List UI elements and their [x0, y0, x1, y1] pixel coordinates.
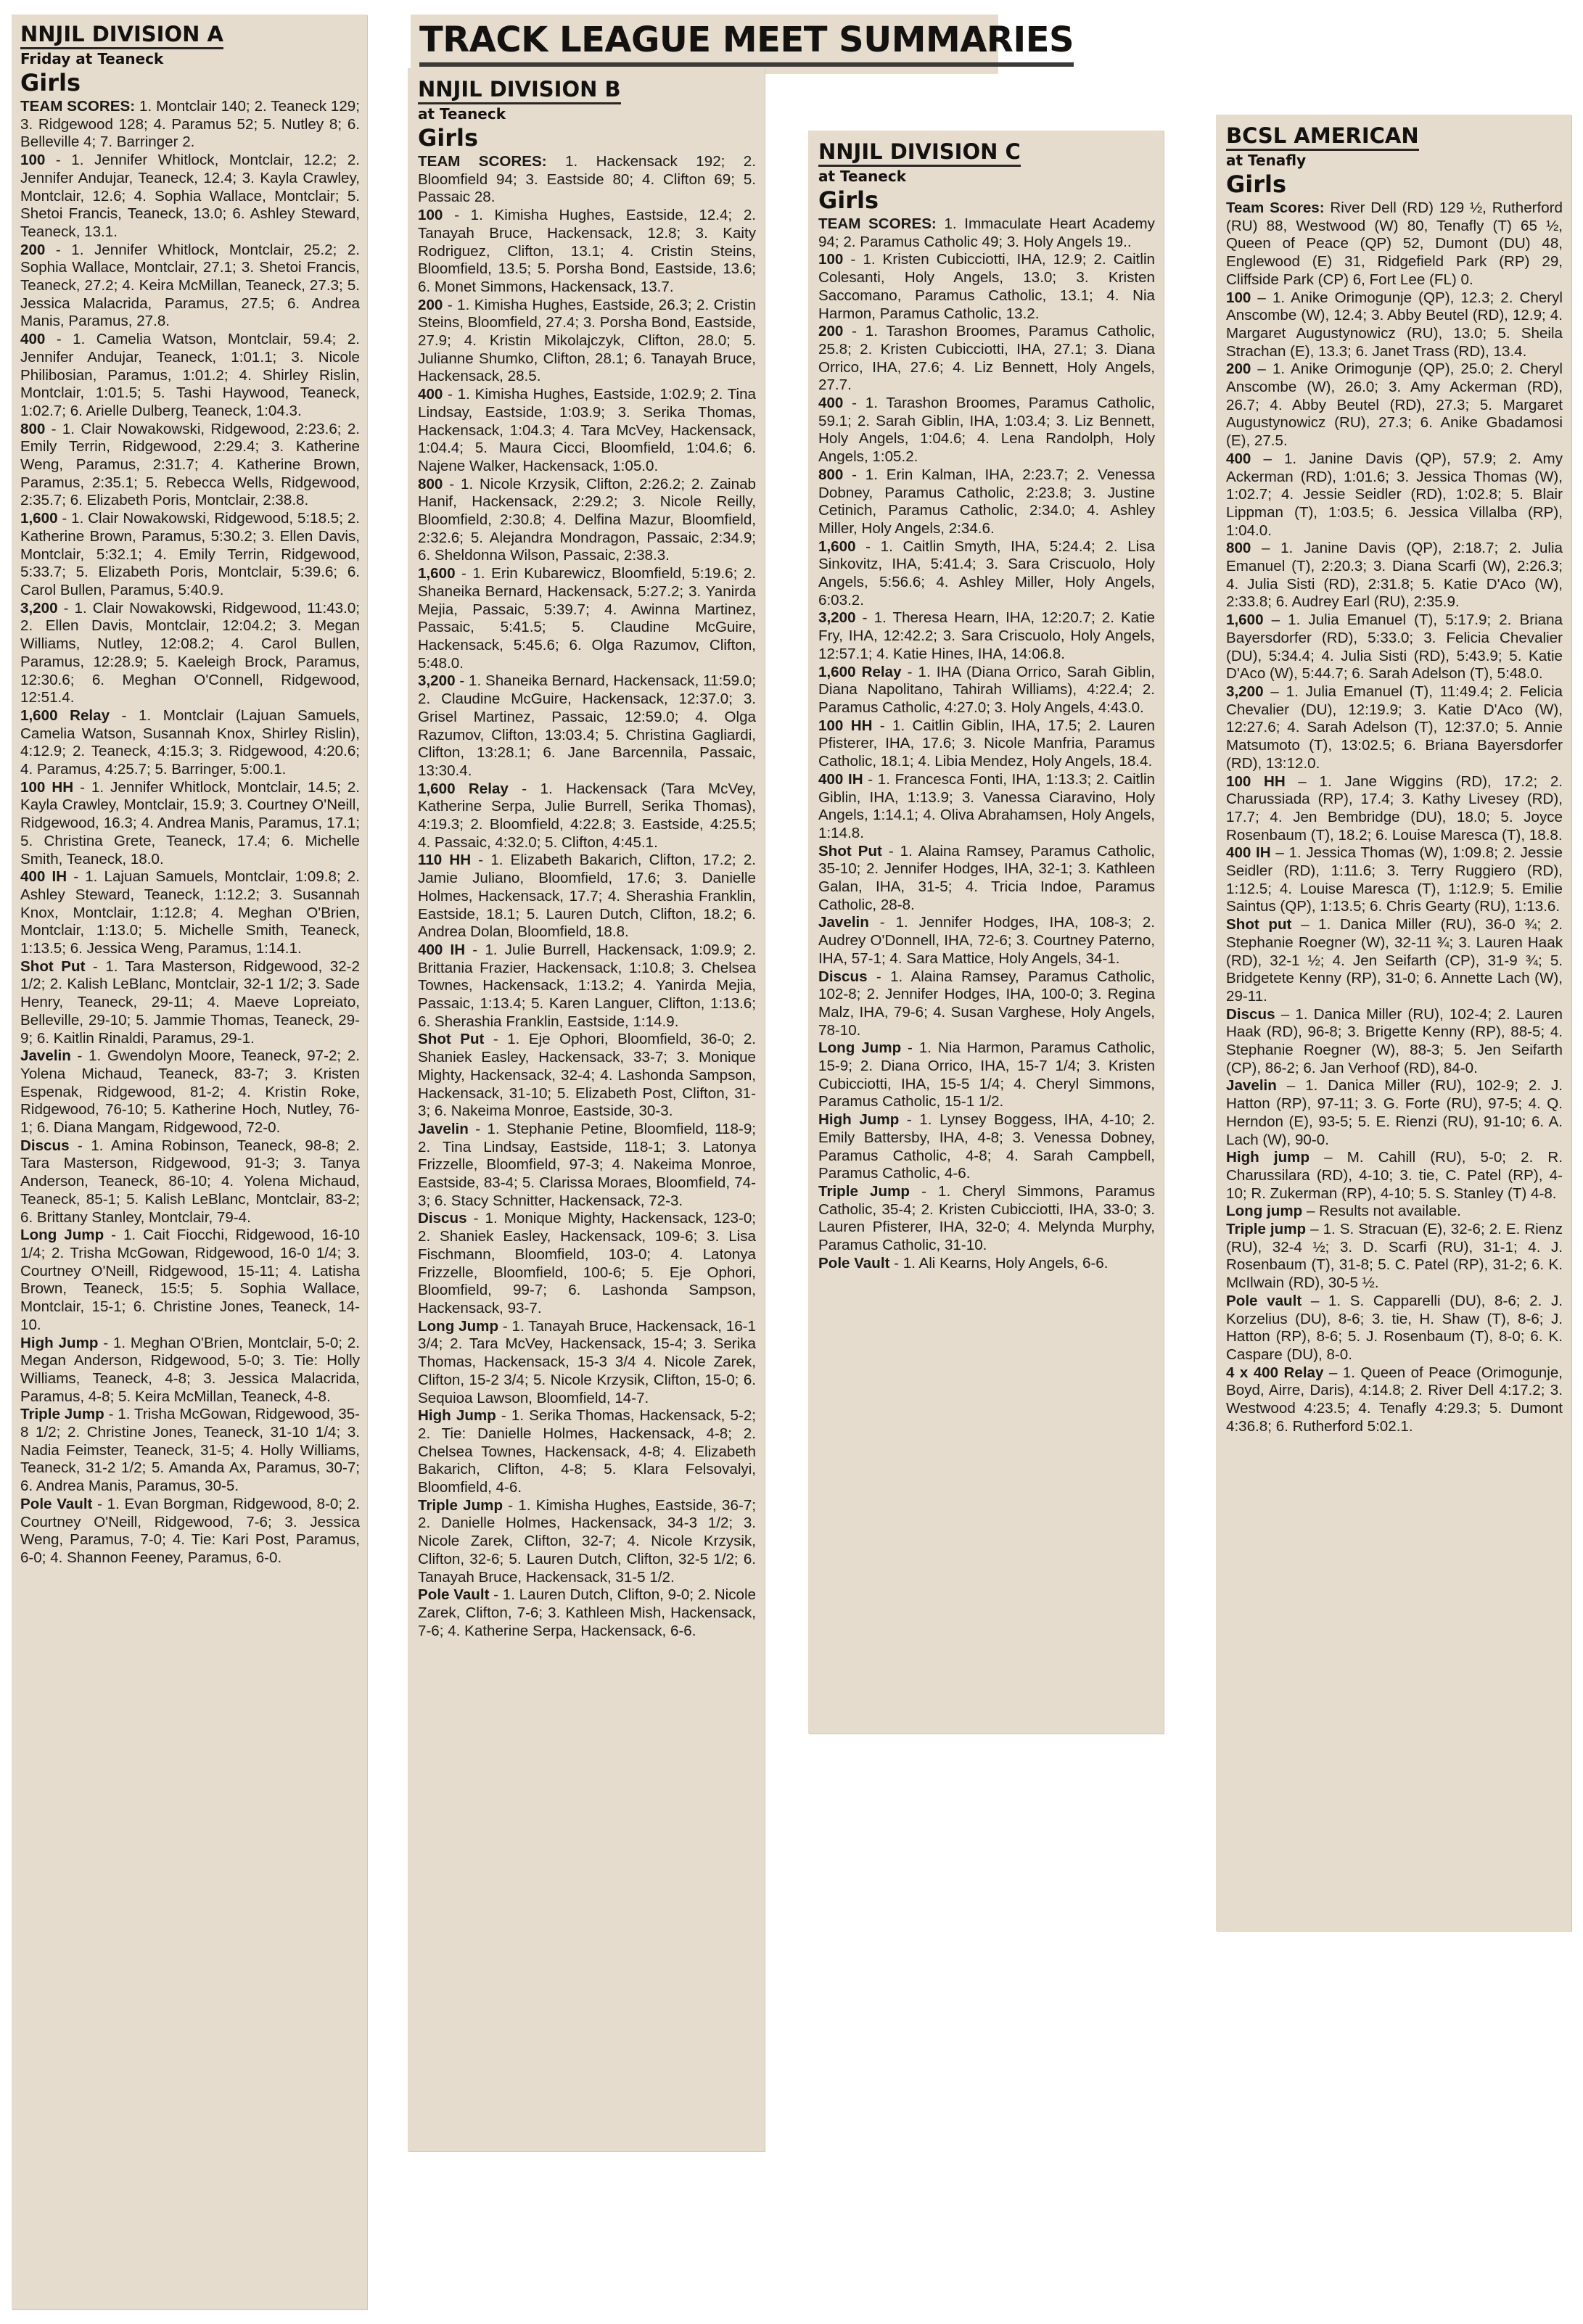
event-result: [418, 780, 756, 852]
event-results-text: - 1. Kimisha Hughes, Eastside, 12.4; 2. Tanayah Bruce, Hackensack, 12.8; 3. Kaity Rodriguez, Clifton, 13.1; 4. Cristin Steins, Bloomfield, 13.5; 5. Porsha Bond, Eastside, 13.6; 6. Monet Simmons, Hackensack, 13.7.: [418, 207, 756, 295]
clipping-bcsl-american: [1216, 115, 1571, 1931]
event-result: [418, 852, 756, 941]
event-results-text: - 1. Kristen Cubicciotti, IHA, 12.9; 2. Caitlin Colesanti, Holy Angels, 13.0; 3. Kristen Saccomano, Paramus Catholic, 13.1; 4. Nia Harmon, Paramus Catholic, 13.2.: [818, 251, 1155, 322]
event-name: 1,600: [418, 565, 456, 582]
event-results-text: - 1. Clair Nowakowski, Ridgewood, 11:43.0; 2. Ellen Davis, Montclair, 12:04.2; 3. Megan Williams, Nutley, 12:08.2; 4. Carol Bullen, Paramus, 12:28.9; 5. Kaeleigh Brock, Paramus, 12:30.6; 6. Meghan O'Connell, Ridgewood, 12:51.4.: [20, 599, 360, 706]
event-result: [818, 395, 1155, 466]
results-list: [418, 153, 756, 1640]
event-results-text: - 1. Caitlin Giblin, IHA, 17.5; 2. Lauren Pfisterer, IHA, 17.6; 3. Nicole Manfria, Paramus Catholic, 18.1; 4. Libia Mendez, Holy Angels, 18.4.: [818, 717, 1155, 770]
event-results-text: - 1. Kimisha Hughes, Eastside, 36-7; 2. Danielle Holmes, Hackensack, 34-3 1/2; 3. Nicole Zarek, Clifton, 32-7; 4. Nicole Krzysik, Clifton, 32-6; 5. Lauren Dutch, Clifton, 32-5 1/2; 6. Tanayah Bruce, Hackensack, 31-5 1/2.: [418, 1496, 756, 1586]
event-result: [818, 968, 1155, 1040]
event-result: [818, 538, 1155, 610]
event-result: [418, 1586, 756, 1640]
event-result: [818, 466, 1155, 538]
event-name: 3,200: [418, 672, 456, 690]
event-results-text: – 1. Jessica Thomas (W), 1:09.8; 2. Jessie Seidler (RD), 1:11.6; 3. Terry Ruggiero (RD), 1:12.5; 4. Louise Maresca (T), 1:12.9; 5. Emilie Saintus (QP), 1:13.5; 6. Chris Gearty (RU), 1:13.6.: [1226, 844, 1563, 915]
event-name: TEAM SCORES:: [418, 153, 547, 170]
division-title: NNJIL DIVISION C: [818, 139, 1021, 167]
meet-venue: at Teaneck: [818, 168, 907, 185]
event-name: 100: [20, 152, 46, 169]
event-name: 400: [20, 331, 46, 348]
event-name: 100 HH: [20, 778, 74, 796]
event-results-text: - 1. Elizabeth Bakarich, Clifton, 17.2; 2. Jamie Juliano, Bloomfield, 17.6; 3. Danielle Holmes, Hackensack, 17.7; 4. Sherashia Franklin, Eastside, 18.1; 5. Lauren Dutch, Clifton, 18.2; 6. Andrea Dolan, Bloomfield, 18.8.: [418, 852, 756, 941]
event-results-text: - 1. Jennifer Whitlock, Montclair, 25.2; 2. Sophia Wallace, Montclair, 27.1; 3. Shetoi Francis, Teaneck, 27.2; 4. Keira McMillan, Teaneck, 27.3; 5. Jessica Malacrida, Paramus, 27.5; 6. Andrea Manis, Paramus, 27.8.: [20, 241, 360, 330]
event-results-text: - 1. Tarashon Broomes, Paramus Catholic, 25.8; 2. Kristen Cubicciotti, IHA, 27.1; 3. Diana Orrico, IHA, 27.6; 4. Liz Bennett, Holy Angels, 27.7.: [818, 323, 1155, 394]
event-name: 1,600: [818, 537, 856, 555]
event-result: [818, 914, 1155, 968]
event-result: [418, 297, 756, 387]
division-title: BCSL AMERICAN: [1226, 123, 1419, 151]
event-name: 100 HH: [1226, 772, 1286, 790]
event-name: 800: [818, 466, 844, 483]
event-results-text: - 1. Theresa Hearn, IHA, 12:20.7; 2. Katie Fry, IHA, 12:42.2; 3. Sara Criscuolo, Holy Angels, 12:57.1; 4. Katie Hines, IHA, 14:06.8.: [818, 609, 1155, 662]
event-results-text: - 1. Francesca Fonti, IHA, 1:13.3; 2. Caitlin Giblin, IHA, 1:13.9; 3. Vanessa Ciaravino, Holy Angels, 1:14.1; 4. Oliva Abrahamsen, Holy Angels, 1:14.8.: [818, 770, 1155, 841]
event-name: Long Jump: [20, 1227, 104, 1244]
event-result: [20, 1406, 360, 1496]
meet-venue: Friday at Teaneck: [20, 50, 164, 67]
event-name: Triple Jump: [818, 1182, 910, 1200]
event-result: [20, 152, 360, 242]
event-results-text: - 1. Serika Thomas, Hackensack, 5-2; 2. Tie: Danielle Holmes, Hackensack, 4-8; 2. Chelsea Townes, Hackensack, 4-8; 4. Elizabeth Bakarich, Clifton, 4-8; 5. Klara Felsovalyi, Bloomfield, 4-6.: [418, 1407, 756, 1496]
event-results-text: - 1. Gwendolyn Moore, Teaneck, 97-2; 2. Yolena Michaud, Teaneck, 83-7; 3. Kristen Espenak, Ridgewood, 81-2; 4. Kristin Roke, Ridgewood, 76-10; 5. Katherine Hoch, Nutley, 76-1; 6. Diana Mangam, Ridgewood, 72-0.: [20, 1047, 360, 1137]
event-name: 100: [1226, 289, 1251, 306]
event-result: [1226, 360, 1563, 450]
event-name: 1,600 Relay: [818, 663, 902, 680]
event-result: [818, 1039, 1155, 1111]
event-result: [20, 1227, 360, 1334]
event-results-text: - 1. Ali Kearns, Holy Angels, 6-6.: [889, 1254, 1109, 1272]
event-result: [1226, 289, 1563, 361]
event-results-text: - 1. Jennifer Hodges, IHA, 108-3; 2. Audrey O'Donnell, IHA, 72-6; 3. Courtney Paterno, IHA, 57-1; 4. Sara Mattice, Holy Angels, 34-1.: [818, 914, 1155, 967]
event-results-text: – 1. S. Stracuan (E), 32-6; 2. E. Rienz (RU), 32-4 ½; 3. D. Scarfi (RU), 31-1; 4. J. Rosenbaum (T), 31-8; 5. C. Patel (RP), 31-2; 6. K. McIlwain (RD), 30-5 ½.: [1226, 1221, 1563, 1292]
clipping-division-b: [408, 68, 765, 2151]
event-result: [818, 609, 1155, 663]
event-result: [1226, 611, 1563, 683]
event-results-text: - 1. Amina Robinson, Teaneck, 98-8; 2. Tara Masterson, Ridgewood, 91-3; 3. Tanya Anderson, Teaneck, 86-10; 4. Yolena Michaud, Teaneck, 85-1; 5. Kalish LeBlanc, Montclair, 83-2; 6. Brittany Stanley, Montclair, 79-4.: [20, 1137, 360, 1226]
event-name: Long Jump: [818, 1039, 902, 1057]
event-name: High Jump: [418, 1407, 496, 1425]
event-results-text: - 1. Cait Fiocchi, Ridgewood, 16-10 1/4; 2. Trisha McGowan, Ridgewood, 16-0 1/4; 3. Courtney O'Neill, Ridgewood, 15-11; 4. Latisha Brown, Teaneck, 15:5; 5. Sophia Wallace, Montclair, 15-1; 6. Christine Jones, Teaneck, 14-10.: [20, 1227, 360, 1333]
event-name: 100: [818, 251, 844, 268]
event-results-text: – Results not available.: [1302, 1203, 1461, 1220]
event-name: 100: [418, 207, 443, 224]
event-results-text: - 1. Tarashon Broomes, Paramus Catholic, 59.1; 2. Sarah Giblin, IHA, 1:03.4; 3. Liz Bennett, Holy Angels, 1:04.6; 4. Lena Randolph, Holy Angels, 1:05.2.: [818, 395, 1155, 466]
results-list: [1226, 199, 1563, 1436]
event-result: [1226, 540, 1563, 611]
headline-banner: [411, 15, 1074, 74]
event-results-text: - 1. Nicole Krzysik, Clifton, 2:26.2; 2. Zainab Hanif, Hackensack, 2:29.2; 3. Nicole Reilly, Bloomfield, 2:30.8; 4. Delfina Mazur, Bloomfield, 2:32.6; 5. Alejandra Mondragon, Passaic, 2:34.9; 6. Sheldonna Wilson, Passaic, 2:38.3.: [418, 475, 756, 564]
event-results-text: 1. Hackensack 192; 2. Bloomfield 94; 3. Eastside 80; 4. Clifton 69; 5. Passaic 28.: [418, 153, 756, 206]
event-result: [418, 941, 756, 1031]
event-name: High Jump: [818, 1111, 900, 1129]
event-name: 200: [1226, 360, 1251, 378]
event-name: 1,600: [1226, 611, 1264, 629]
event-name: Pole Vault: [818, 1254, 890, 1272]
event-name: 100 HH: [818, 717, 873, 734]
event-result: [818, 717, 1155, 771]
event-result: [818, 323, 1155, 395]
event-results-text: - 1. Julie Burrell, Hackensack, 1:09.9; 2. Brittania Frazier, Hackensack, 1:10.8; 3. Chelsea Townes, Hackensack, 1:13.2; 4. Yanirda Mejia, Passaic, 1:13.4; 5. Karen Languer, Clifton, 1:13.6; 6. Sherashia Franklin, Eastside, 1:14.9.: [418, 941, 756, 1030]
event-results-text: - 1. Kimisha Hughes, Eastside, 1:02.9; 2. Tina Lindsay, Eastside, 1:03.9; 3. Serika Thomas, Hackensack, 1:04.3; 4. Tara McVey, Hackensack, 1:04.4; 5. Maura Cicci, Bloomfield, 1:04.6; 6. Najene Walker, Hackensack, 1:05.0.: [418, 386, 756, 474]
event-results-text: – 1. Janine Davis (QP), 57.9; 2. Amy Ackerman (RD), 1:01.6; 3. Jessica Thomas (W), 1:02.7; 4. Jessie Seidler (RD), 1:02.8; 5. Blair Lippman (T), 1:03.5; 6. Jessica Villalba (RP), 1:04.0.: [1226, 450, 1563, 539]
results-list: [818, 215, 1155, 1272]
event-name: 3,200: [818, 609, 856, 627]
event-results-text: – 1. Danica Miller (RU), 102-4; 2. Lauren Haak (RD), 96-8; 3. Brigette Kenny (RP), 88-5; 4. Stephanie Roegner (W), 88-3; 5. Jen Seifarth (CP), 86-2; 6. Jan Verhoof (RD), 84-0.: [1226, 1005, 1563, 1076]
event-results-text: - 1. Cheryl Simmons, Paramus Catholic, 35-4; 2. Kristen Cubicciotti, IHA, 33-0; 3. Lauren Pfisterer, IHA, 32-0; 4. Melynda Murphy, Paramus Catholic, 31-10.: [818, 1182, 1155, 1254]
event-result: [20, 868, 360, 958]
event-results-text: - 1. Tanayah Bruce, Hackensack, 16-1 3/4; 2. Tara McVey, Hackensack, 15-4; 3. Serika Thomas, Hackensack, 15-3 3/4 4. Nicole Zarek, Clifton, 15-2 3/4; 5. Nicole Krzysik, Clifton, 15-0; 6. Sequioa Lawson, Bloomfield, 14-7.: [418, 1317, 756, 1406]
event-results-text: - 1. Trisha McGowan, Ridgewood, 35-8 1/2; 2. Christine Jones, Teaneck, 31-10 1/4; 3. Nadia Feimster, Teaneck, 31-5; 4. Holly Williams, Teaneck, 31-2 1/2; 5. Amanda Ax, Paramus, 30-7; 6. Andrea Manis, Paramus, 30-5.: [20, 1406, 361, 1495]
event-results-text: - 1. Hackensack (Tara McVey, Katherine Serpa, Julie Burrell, Serika Thomas), 4:19.3; 2. Bloomfield, 4:22.8; 3. Eastside, 4:25.5; 4. Passaic, 4:32.0; 5. Clifton, 4:45.1.: [418, 780, 756, 851]
division-title: NNJIL DIVISION A: [20, 22, 223, 49]
event-name: 200: [20, 241, 46, 258]
event-result: [1226, 1149, 1563, 1203]
event-name: Pole Vault: [418, 1586, 490, 1604]
event-name: Javelin: [818, 914, 869, 931]
event-result: [1226, 1203, 1563, 1221]
event-name: Discus: [818, 968, 868, 985]
event-results-text: - 1. Meghan O'Brien, Montclair, 5-0; 2. Megan Anderson, Ridgewood, 5-0; 3. Tie: Holly Williams, Teaneck, 4-8; 3. Jessica Malacrida, Paramus, 4-8; 5. Keira McMillan, Teaneck, 4-8.: [20, 1334, 360, 1405]
event-results-text: - 1. Evan Borgman, Ridgewood, 8-0; 2. Courtney O'Neill, Ridgewood, 7-6; 3. Jessica Weng, Paramus, 7-0; 4. Tie: Kari Post, Paramus, 6-0; 4. Shannon Feeney, Paramus, 6-0.: [20, 1495, 360, 1566]
event-result: [20, 242, 360, 331]
event-name: Long jump: [1226, 1203, 1303, 1220]
event-results-text: – M. Cahill (RU), 5-0; 2. R. Charussilara (RD), 4-10; 3. tie, C. Patel (RP), 4-10; R. Zukerman (RP), 4-10; 5. S. Stanley (T) 4-8.: [1226, 1149, 1563, 1202]
event-result: [20, 331, 360, 421]
event-result: [20, 1496, 360, 1567]
event-name: 200: [418, 296, 443, 313]
clipping-division-c: [808, 131, 1164, 1734]
event-result: [1226, 1077, 1563, 1149]
event-result: [1226, 1293, 1563, 1364]
event-result: [418, 476, 756, 566]
event-name: 400: [1226, 450, 1251, 467]
event-results-text: - 1. Lynsey Boggess, IHA, 4-10; 2. Emily Battersby, IHA, 4-8; 3. Venessa Dobney, Paramus Catholic, 4-8; 4. Sarah Campbell, Paramus Catholic, 4-6.: [818, 1111, 1155, 1182]
gender-heading: Girls: [20, 69, 81, 96]
event-results-text: – 1. Julia Emanuel (T), 11:49.4; 2. Felicia Chevalier (DU), 12:19.9; 3. Katie D'Aco (W), 12:27.6; 4. Sarah Adelson (T), 12:37.0; 5. Annie Matsumoto (T), 13:02.5; 6. Briana Bayersdorfer (RD), 13:12.0.: [1226, 683, 1563, 772]
event-result: [1226, 773, 1563, 845]
event-result: [818, 251, 1155, 323]
event-name: Long Jump: [418, 1317, 499, 1335]
event-result: [818, 1111, 1155, 1183]
event-name: Shot put: [1226, 916, 1292, 934]
event-result: [20, 779, 360, 869]
event-result: [418, 153, 756, 207]
event-results-text: - 1. Clair Nowakowski, Ridgewood, 5:18.5; 2. Katherine Brown, Paramus, 5:30.2; 3. Ellen Davis, Montclair, 5:32.1; 4. Emily Terrin, Ridgewood, 5:33.7; 5. Elizabeth Poris, Montclair, 5:39.6; 6. Carol Bullen, Paramus, 5:40.9.: [20, 510, 360, 598]
event-name: 400 IH: [1226, 844, 1271, 862]
event-name: 4 x 400 Relay: [1226, 1364, 1324, 1381]
event-result: [1226, 844, 1563, 916]
event-results-text: – 1. Danica Miller (RU), 102-9; 2. J. Hatton (RP), 97-11; 3. G. Forte (RU), 97-5; 4. Q. Herndon (E), 93-5; 5. E. Rienzi (RU), 91-10; 6. A. Lach (W), 90-0.: [1226, 1077, 1563, 1148]
event-results-text: - 1. Alaina Ramsey, Paramus Catholic, 35-10; 2. Jennifer Hodges, IHA, 32-1; 3. Kathleen Galan, IHA, 31-5; 4. Tricia Indoe, Paramus Catholic, 28-8.: [818, 842, 1155, 913]
event-result: [818, 215, 1155, 251]
event-results-text: – 1. Anike Orimogunje (QP), 25.0; 2. Cheryl Anscombe (W), 26.0; 3. Amy Ackerman (RD), 26.7; 4. Abby Beutel (RD), 27.3; 5. Margaret Augustynowicz (RU), 27.3; 6. Anike Gbadamosi (E), 27.5.: [1226, 360, 1563, 450]
event-results-text: 1. Immaculate Heart Academy 94; 2. Paramus Catholic 49; 3. Holy Angels 19..: [818, 215, 1155, 250]
event-name: Pole vault: [1226, 1292, 1302, 1309]
event-result: [418, 1031, 756, 1121]
event-name: 110 HH: [418, 852, 472, 869]
event-results-text: – 1. S. Capparelli (DU), 8-6; 2. J. Korzelius (DU), 8-6; 3. tie, H. Shaw (T), 8-6; J. Hatton (RP), 8-6; 5. J. Rosenbaum (T), 8-0; 6. K. Caspare (DU), 8-0.: [1226, 1292, 1563, 1363]
event-result: [418, 1497, 756, 1587]
event-result: [818, 664, 1155, 717]
event-result: [818, 771, 1155, 843]
meet-venue: at Teaneck: [418, 105, 506, 123]
event-name: 1,600 Relay: [418, 780, 509, 797]
gender-heading: Girls: [418, 124, 479, 152]
event-name: 400 IH: [418, 941, 466, 958]
event-name: Shot Put: [20, 957, 86, 975]
event-result: [1226, 450, 1563, 540]
event-results-text: – 1. Janine Davis (QP), 2:18.7; 2. Julia Emanuel (T), 2:20.3; 3. Diana Scarfi (W), 2:26.3; 4. Julia Sisti (RD), 2:31.8; 5. Katie D'Aco (W), 2:33.8; 6. Audrey Earl (RU), 2:35.9.: [1226, 540, 1563, 611]
event-result: [818, 1183, 1155, 1255]
event-name: High jump: [1226, 1149, 1310, 1166]
division-title: NNJIL DIVISION B: [418, 77, 621, 104]
event-result: [1226, 916, 1563, 1006]
event-results-text: River Dell (RD) 129 ½, Rutherford (RU) 88, Westwood (W) 80, Tenafly (T) 65 ½, Queen of Peace (QP) 52, Dumont (DU) 48, Englewood (E) 31, Ridgefield Park (RP) 29, Cliffside Park (CP) 6, Fort Lee (FL) 0.: [1226, 199, 1563, 288]
event-result: [418, 672, 756, 780]
event-name: 400: [818, 395, 844, 412]
event-name: 400: [418, 386, 443, 403]
event-result: [20, 600, 360, 707]
event-name: Triple Jump: [418, 1496, 503, 1514]
event-results-text: - 1. Monique Mighty, Hackensack, 123-0; 2. Shaniek Easley, Hackensack, 109-6; 3. Lisa Fischmann, Bloomfield, 103-0; 4. Latonya Frizzelle, Bloomfield, 100-6; 5. Eje Ophori, Bloomfield, 99-7; 6. Lashonda Sampson, Hackensack, 93-7.: [418, 1210, 756, 1316]
gender-heading: Girls: [818, 186, 879, 214]
event-results-text: - 1. Jennifer Whitlock, Montclair, 14.5; 2. Kayla Crawley, Montclair, 15.9; 3. Courtney O'Neill, Ridgewood, 16.3; 4. Andrea Manis, Paramus, 17.1; 5. Christina Grete, Teaneck, 17.4; 6. Michelle Smith, Teaneck, 18.0.: [20, 778, 361, 868]
event-name: Shot Put: [418, 1031, 485, 1048]
event-name: Discus: [418, 1210, 467, 1227]
event-results-text: - 1. Montclair (Lajuan Samuels, Camelia Watson, Susannah Knox, Shirley Rislin), 4:12.9; 2. Teaneck, 4:15.3; 3. Ridgewood, 4:20.6; 4. Paramus, 4:25.7; 5. Barringer, 5:00.1.: [20, 706, 360, 778]
event-results-text: - 1. Clair Nowakowski, Ridgewood, 2:23.6; 2. Emily Terrin, Ridgewood, 2:29.4; 3. Katherine Weng, Paramus, 2:31.7; 4. Katherine Brown, Paramus, 2:35.1; 5. Rebecca Wells, Ridgewood, 2:35.7; 6. Elizabeth Poris, Montclair, 2:38.8.: [20, 420, 360, 509]
event-result: [818, 843, 1155, 915]
event-name: Triple Jump: [20, 1406, 104, 1423]
gender-heading: Girls: [1226, 170, 1287, 198]
results-list: [20, 98, 360, 1567]
event-result: [1226, 1221, 1563, 1293]
event-results-text: 1. Montclair 140; 2. Teaneck 129; 3. Ridgewood 128; 4. Paramus 52; 5. Nutley 8; 6. Belleville 4; 7. Barringer 2.: [20, 98, 360, 151]
event-name: 3,200: [20, 599, 58, 617]
event-results-text: - 1. Jennifer Whitlock, Montclair, 12.2; 2. Jennifer Andujar, Teaneck, 12.4; 3. Kayla Crawley, Montclair, 12.6; 4. Sophia Wallace, Montclair; 5. Shetoi Francis, Teaneck, 13.0; 6. Ashley Steward, Teaneck, 13.1.: [20, 152, 360, 240]
event-name: 1,600: [20, 510, 58, 527]
event-result: [418, 386, 756, 476]
event-results-text: – 1. Anike Orimogunje (QP), 12.3; 2. Cheryl Anscombe (W), 12.4; 3. Abby Beutel (RD), 12.9; 4. Margaret Augustynowicz (RU), 13.0; 5. Sheila Strachan (E), 13.3; 6. Janet Trass (RD), 13.4.: [1226, 289, 1563, 360]
event-name: Discus: [1226, 1005, 1275, 1023]
event-name: 3,200: [1226, 683, 1264, 700]
event-result: [20, 98, 360, 152]
event-results-text: - 1. Lajuan Samuels, Montclair, 1:09.8; 2. Ashley Steward, Teaneck, 1:12.2; 3. Susannah Knox, Montclair, 1:12.8; 4. Meghan O'Brien, Montclair, 1:13.0; 5. Michelle Smith, Teaneck, 1:13.5; 6. Jessica Weng, Paramus, 1:14.1.: [20, 868, 360, 957]
event-name: High Jump: [20, 1334, 99, 1351]
event-results-text: – 1. Julia Emanuel (T), 5:17.9; 2. Briana Bayersdorfer (RD), 5:33.0; 3. Felicia Chevalier (DU), 5:34.4; 4. Julia Sisti (RD), 5:43.9; 5. Katie D'Aco (W), 5:44.7; 6. Sarah Adelson (T), 5:48.0.: [1226, 611, 1563, 683]
event-name: Pole Vault: [20, 1495, 93, 1512]
event-results-text: - 1. Erin Kubarewicz, Bloomfield, 5:19.6; 2. Shaneika Bernard, Hackensack, 5:27.2; 3. Yanirda Mejia, Passaic, 5:39.7; 4. Awinna Martinez, Passaic, 5:41.5; 5. Claudine McGuire, Hackensack, 5:45.6; 6. Olga Razumov, Clifton, 5:48.0.: [418, 565, 756, 672]
event-results-text: - 1. Kimisha Hughes, Eastside, 26.3; 2. Cristin Steins, Bloomfield, 27.4; 3. Porsha Bond, Eastside, 27.9; 4. Kristin Mikolajczyk, Clifton, 28.0; 5. Julianne Shumko, Clifton, 28.1; 6. Tanayah Bruce, Hackensack, 28.5.: [418, 296, 756, 385]
event-name: TEAM SCORES:: [20, 98, 136, 115]
event-result: [418, 1318, 756, 1408]
event-name: 400 IH: [20, 868, 67, 886]
event-name: 400 IH: [818, 770, 863, 788]
event-name: 800: [20, 420, 46, 437]
event-results-text: - 1. Lauren Dutch, Clifton, 9-0; 2. Nicole Zarek, Clifton, 7-6; 3. Kathleen Mish, Hackensack, 7-6; 4. Katherine Serpa, Hackensack, 6-6.: [418, 1586, 756, 1639]
event-name: 200: [818, 323, 844, 340]
event-result: [418, 1407, 756, 1497]
event-name: Triple jump: [1226, 1221, 1307, 1238]
event-results-text: - 1. Camelia Watson, Montclair, 59.4; 2. Jennifer Andujar, Teaneck, 1:01.1; 3. Nicole Philibosian, Paramus, 1:01.2; 4. Shirley Rislin, Montclair, 1:01.5; 5. Tashi Haywood, Teaneck, 1:02.7; 6. Arielle Dulberg, Teaneck, 1:04.3.: [20, 331, 360, 419]
event-result: [1226, 1364, 1563, 1436]
event-result: [20, 510, 360, 600]
event-results-text: - 1. Erin Kalman, IHA, 2:23.7; 2. Venessa Dobney, Paramus Catholic, 2:23.8; 3. Justine Cetinich, Paramus Catholic, 2:34.0; 4. Ashley Miller, Holy Angels, 2:34.6.: [818, 466, 1155, 537]
event-name: Javelin: [1226, 1077, 1277, 1095]
event-results-text: - 1. IHA (Diana Orrico, Sarah Giblin, Diana Napolitano, Tahirah Williams), 4:22.4; 2. Paramus Catholic, 4:27.0; 3. Holy Angels, 4:43.0.: [818, 663, 1155, 716]
event-name: Discus: [20, 1137, 70, 1154]
event-results-text: - 1. Shaneika Bernard, Hackensack, 11:59.0; 2. Claudine McGuire, Hackensack, 12:37.0; 3. Grisel Martinez, Passaic, 12:59.0; 4. Olga Razumov, Clifton, 13:03.4; 5. Christina Gagliardi, Clifton, 13:28.1; 6. Jane Barcennila, Passaic, 13:30.4.: [418, 672, 756, 779]
event-results-text: - 1. Stephanie Petine, Bloomfield, 118-9; 2. Tina Lindsay, Eastside, 118-1; 3. Latonya Frizzelle, Bloomfield, 97-3; 4. Nakeima Monroe, Eastside, 83-4; 5. Clarissa Moraes, Bloomfield, 74-3; 6. Stacy Schnitter, Hackensack, 72-3.: [418, 1120, 756, 1209]
event-name: 800: [418, 475, 443, 493]
event-name: Shot Put: [818, 842, 882, 860]
event-results-text: - 1. Alaina Ramsey, Paramus Catholic, 102-8; 2. Jennifer Hodges, IHA, 100-0; 3. Regina Malz, IHA, 79-6; 4. Susan Varghese, Holy Angels, 78-10.: [818, 968, 1155, 1039]
event-results-text: – 1. Danica Miller (RU), 36-0 ¾; 2. Stephanie Roegner (W), 32-11 ¾; 3. Lauren Haak (RD), 32-1 ½; 4. Jen Seifarth (CP), 31-9 ¾; 5. Bridgetete Kenny (RP), 31-0; 6. Annette Lach (W), 29-11.: [1226, 916, 1563, 1005]
event-results-text: - 1. Eje Ophori, Bloomfield, 36-0; 2. Shaniek Easley, Hackensack, 33-7; 3. Monique Mighty, Hackensack, 32-4; 4. Lashonda Sampson, Hackensack, 31-10; 5. Elizabeth Post, Clifton, 31-3; 6. Nakeima Monroe, Eastside, 30-3.: [418, 1031, 756, 1120]
event-results-text: – 1. Queen of Peace (Orimogunje, Boyd, Airre, Daris), 4:14.8; 2. River Dell 4:17.2; 3. Westwood 4:23.5; 4. Tenafly 4:29.3; 5. Dumont 4:36.8; 6. Rutherford 5:02.1.: [1226, 1364, 1563, 1435]
event-name: TEAM SCORES:: [818, 215, 937, 232]
event-results-text: - 1. Nia Harmon, Paramus Catholic, 15-9; 2. Diana Orrico, IHA, 15-7 1/4; 3. Kristen Cubicciotti, IHA, 15-5 1/4; 4. Cheryl Simmons, Paramus Catholic, 15-1 1/2.: [818, 1039, 1155, 1111]
event-result: [1226, 683, 1563, 773]
event-result: [20, 958, 360, 1048]
event-result: [418, 565, 756, 672]
event-name: Team Scores:: [1226, 199, 1325, 216]
event-name: 800: [1226, 540, 1251, 557]
event-result: [20, 1047, 360, 1137]
event-name: 1,600 Relay: [20, 706, 110, 724]
event-result: [20, 707, 360, 779]
event-result: [818, 1255, 1155, 1273]
event-result: [418, 1121, 756, 1211]
event-result: [20, 1335, 360, 1406]
event-results-text: - 1. Caitlin Smyth, IHA, 5:24.4; 2. Lisa Sinkovitz, IHA, 5:41.4; 3. Sara Criscuolo, Holy Angels, 5:56.6; 4. Ashley Miller, Holy Angels, 6:03.2.: [818, 537, 1155, 609]
event-results-text: – 1. Jane Wiggins (RD), 17.2; 2. Charussiada (RP), 17.4; 3. Kathy Livesey (RD), 17.7; 4. Jen Bembridge (DU), 18.0; 5. Joyce Rosenbaum (T), 18.2; 6. Louise Maresca (T), 18.8.: [1226, 772, 1563, 844]
meet-venue: at Tenafly: [1226, 152, 1307, 169]
event-result: [20, 1137, 360, 1227]
event-result: [418, 207, 756, 297]
page-headline: TRACK LEAGUE MEET SUMMARIES: [419, 19, 1074, 67]
event-results-text: - 1. Tara Masterson, Ridgewood, 32-2 1/2; 2. Kalish LeBlanc, Montclair, 32-1 1/2; 3. Sade Henry, Teaneck, 29-11; 4. Maeve Lopreiato, Belleville, 29-10; 5. Jammie Thomas, Teaneck, 29-9; 6. Kaitlin Rinaldi, Paramus, 29-1.: [20, 957, 360, 1047]
event-result: [418, 1210, 756, 1317]
event-result: [1226, 199, 1563, 289]
event-name: Javelin: [418, 1120, 469, 1137]
event-result: [20, 421, 360, 511]
event-result: [1226, 1006, 1563, 1078]
clipping-division-a: [12, 15, 367, 2309]
event-name: Javelin: [20, 1047, 71, 1065]
